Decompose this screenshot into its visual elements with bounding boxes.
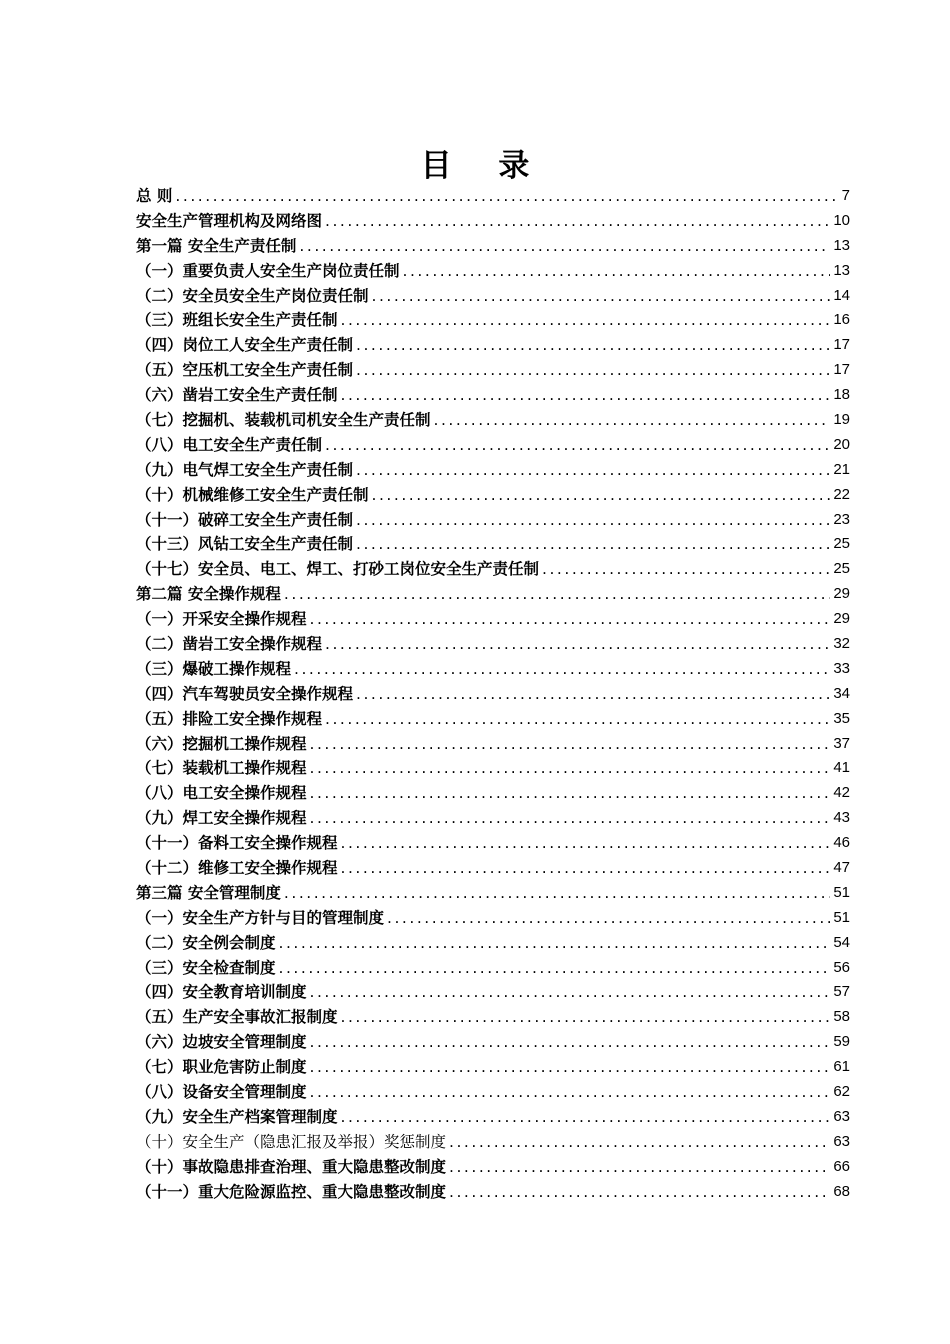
toc-dot-leader	[310, 1080, 831, 1105]
toc-entry-title: （八）电工安全操作规程	[136, 784, 307, 803]
toc-dot-leader	[356, 508, 830, 533]
toc-dot-leader	[372, 483, 831, 508]
toc-dot-leader	[356, 682, 830, 707]
toc-entry-title: 第二篇 安全操作规程	[136, 585, 281, 604]
toc-entry-page-number: 18	[833, 386, 850, 404]
toc-entry[interactable]	[136, 582, 850, 607]
toc-entry-title: （一）开采安全操作规程	[136, 610, 307, 629]
toc-dot-leader	[356, 458, 830, 483]
toc-dot-leader	[341, 1005, 831, 1030]
toc-entry-page-number: 63	[833, 1107, 850, 1125]
toc-entry[interactable]	[136, 981, 850, 1006]
toc-dot-leader	[325, 209, 830, 234]
toc-dot-leader	[310, 756, 831, 781]
toc-entry-page-number: 43	[833, 809, 850, 827]
toc-entry[interactable]	[136, 881, 850, 906]
toc-entry-page-number: 56	[833, 958, 850, 976]
toc-entry[interactable]	[136, 1080, 850, 1105]
toc-entry[interactable]	[136, 607, 850, 632]
toc-dot-leader	[356, 333, 830, 358]
toc-entry[interactable]	[136, 308, 850, 333]
toc-entry-page-number: 34	[833, 684, 850, 702]
toc-entry[interactable]	[136, 532, 850, 557]
toc-entry-title: （一）重要负责人安全生产岗位责任制	[136, 261, 400, 280]
toc-dot-leader	[310, 732, 831, 757]
toc-entry-title: （十）安全生产（隐患汇报及举报）奖惩制度	[136, 1132, 447, 1151]
toc-entry-page-number: 51	[833, 883, 850, 901]
toc-dot-leader	[284, 582, 830, 607]
toc-entry-title: （七）装载机工操作规程	[136, 759, 307, 778]
toc-dot-leader	[356, 532, 830, 557]
toc-entry-page-number: 33	[833, 659, 850, 677]
toc-entry-title: （八）电工安全生产责任制	[136, 435, 323, 454]
toc-dot-leader	[341, 856, 831, 881]
toc-dot-leader	[299, 234, 830, 259]
toc-entry[interactable]	[136, 259, 850, 284]
toc-dot-leader	[449, 1155, 830, 1180]
toc-entry[interactable]	[136, 433, 850, 458]
toc-dot-leader	[341, 308, 831, 333]
toc-entry-title: （四）岗位工人安全生产责任制	[136, 336, 354, 355]
toc-entry-title: （七）挖掘机、装载机司机安全生产责任制	[136, 411, 431, 429]
toc-entry[interactable]	[136, 383, 850, 408]
toc-entry-title: （五）排险工安全操作规程	[136, 709, 323, 728]
toc-entry[interactable]	[136, 1180, 850, 1205]
toc-dot-leader	[310, 1055, 831, 1080]
toc-entry-title: （一）安全生产方针与目的管理制度	[136, 908, 385, 927]
toc-entry-page-number: 17	[833, 361, 850, 379]
toc-entry-page-number: 57	[833, 983, 850, 1001]
toc-dot-leader	[279, 931, 831, 956]
toc-entry-title: （三）爆破工操作规程	[136, 659, 292, 678]
toc-entry-title: （十）机械维修工安全生产责任制	[136, 485, 369, 504]
toc-entry[interactable]	[136, 1130, 850, 1155]
toc-entry-page-number: 19	[833, 411, 850, 428]
toc-entry-title: （四）安全教育培训制度	[136, 983, 307, 1002]
toc-entry-title: （十一）重大危险源监控、重大隐患整改制度	[136, 1182, 447, 1201]
toc-entry[interactable]	[136, 483, 850, 508]
toc-heading: 目 录	[420, 148, 548, 184]
toc-entry[interactable]	[136, 1105, 850, 1130]
toc-dot-leader	[403, 259, 831, 284]
toc-entry-page-number: 25	[833, 560, 850, 578]
toc-entry[interactable]	[136, 408, 850, 433]
toc-entry-title: 总 则	[136, 186, 173, 205]
toc-dot-leader	[387, 906, 830, 931]
toc-entry-title: （十二）维修工安全操作规程	[136, 859, 338, 878]
toc-entry[interactable]	[136, 707, 850, 732]
toc-entry-page-number: 46	[833, 834, 850, 852]
toc-entry-page-number: 54	[833, 933, 850, 951]
toc-entry-title: （六）边坡安全管理制度	[136, 1033, 307, 1052]
toc-entry[interactable]	[136, 781, 850, 806]
toc-entry-page-number: 61	[833, 1058, 850, 1076]
toc-dot-leader	[449, 1130, 830, 1155]
toc-entry-page-number: 13	[833, 261, 850, 279]
toc-entry-title: （九）安全生产档案管理制度	[136, 1107, 338, 1126]
toc-entry[interactable]	[136, 184, 850, 209]
toc-dot-leader	[310, 980, 831, 1005]
toc-entry-page-number: 23	[833, 510, 850, 528]
table-of-contents	[136, 184, 850, 1205]
toc-entry-page-number: 29	[833, 610, 850, 628]
toc-entry[interactable]	[136, 557, 850, 582]
toc-dot-leader	[325, 433, 830, 458]
toc-entry-page-number: 35	[833, 709, 850, 727]
toc-entry-page-number: 41	[833, 759, 850, 777]
toc-entry-page-number: 21	[833, 460, 850, 478]
toc-entry-title: （五）生产安全事故汇报制度	[136, 1008, 338, 1027]
toc-dot-leader	[284, 881, 830, 906]
toc-entry-page-number: 13	[833, 236, 850, 254]
toc-entry-page-number: 7	[841, 186, 850, 204]
toc-entry-page-number: 66	[833, 1157, 850, 1175]
toc-entry-page-number: 37	[833, 734, 850, 752]
toc-entry-page-number: 62	[833, 1083, 850, 1101]
toc-entry[interactable]	[136, 806, 850, 831]
toc-entry-page-number: 20	[833, 435, 850, 453]
toc-entry-title: （四）汽车驾驶员安全操作规程	[136, 684, 354, 703]
toc-entry-title: （八）设备安全管理制度	[136, 1083, 307, 1102]
toc-entry-title: （六）挖掘机工操作规程	[136, 734, 307, 753]
toc-entry-page-number: 47	[833, 859, 850, 877]
toc-entry-title: （十三）风钻工安全生产责任制	[136, 535, 354, 554]
toc-dot-leader	[341, 1105, 831, 1130]
toc-entry[interactable]	[136, 856, 850, 881]
toc-dot-leader	[341, 383, 831, 408]
toc-entry[interactable]	[136, 1030, 850, 1055]
toc-entry-title: 第三篇 安全管理制度	[136, 883, 281, 902]
toc-entry-page-number: 42	[833, 784, 850, 802]
toc-entry-page-number: 59	[833, 1033, 850, 1051]
toc-entry[interactable]	[136, 657, 850, 682]
toc-entry[interactable]	[136, 931, 850, 956]
toc-entry[interactable]	[136, 209, 850, 234]
toc-entry[interactable]	[136, 831, 850, 856]
toc-entry[interactable]	[136, 632, 850, 657]
toc-entry-title: （五）空压机工安全生产责任制	[136, 361, 354, 380]
toc-dot-leader	[294, 657, 830, 682]
toc-dot-leader	[356, 358, 830, 383]
toc-entry[interactable]	[136, 682, 850, 707]
toc-entry-title: （九）焊工安全操作规程	[136, 809, 307, 828]
toc-dot-leader	[325, 632, 830, 657]
toc-entry-page-number: 25	[833, 535, 850, 553]
toc-entry[interactable]	[136, 234, 850, 259]
toc-entry-title: （二）安全例会制度	[136, 933, 276, 952]
toc-entry[interactable]	[136, 284, 850, 309]
toc-entry-title: 安全生产管理机构及网络图	[136, 211, 323, 230]
toc-entry-page-number: 14	[833, 286, 850, 304]
toc-dot-leader	[310, 607, 831, 632]
toc-entry[interactable]	[136, 333, 850, 358]
toc-entry[interactable]	[136, 732, 850, 757]
toc-entry-page-number: 29	[833, 585, 850, 603]
toc-entry[interactable]	[136, 1055, 850, 1080]
toc-entry-title: （十一）备料工安全操作规程	[136, 834, 338, 853]
toc-entry-title: （三）班组长安全生产责任制	[136, 311, 338, 330]
toc-entry-title: （十七）安全员、电工、焊工、打砂工岗位安全生产责任制	[136, 560, 540, 579]
toc-dot-leader	[434, 408, 831, 433]
toc-entry-page-number: 63	[833, 1132, 850, 1150]
toc-dot-leader	[372, 284, 831, 309]
toc-dot-leader	[449, 1180, 830, 1205]
toc-entry[interactable]	[136, 1005, 850, 1030]
toc-entry-title: （七）职业危害防止制度	[136, 1058, 307, 1077]
toc-entry-title: （三）安全检查制度	[136, 958, 276, 977]
toc-entry-page-number: 58	[833, 1008, 850, 1026]
toc-entry-title: （九）电气焊工安全生产责任制	[136, 460, 354, 479]
toc-entry-page-number: 10	[833, 211, 850, 229]
toc-dot-leader	[310, 1030, 831, 1055]
toc-entry-page-number: 51	[833, 908, 850, 926]
toc-entry[interactable]	[136, 458, 850, 483]
toc-entry[interactable]	[136, 508, 850, 533]
toc-dot-leader	[341, 831, 831, 856]
toc-entry-title: （十一）破碎工安全生产责任制	[136, 510, 354, 529]
toc-dot-leader	[310, 806, 831, 831]
toc-entry[interactable]	[136, 956, 850, 981]
toc-entry-page-number: 17	[833, 336, 850, 354]
toc-dot-leader	[175, 184, 838, 209]
toc-entry[interactable]	[136, 1155, 850, 1180]
toc-entry-page-number: 68	[833, 1182, 850, 1200]
toc-entry-title: 第一篇 安全生产责任制	[136, 236, 297, 255]
toc-entry-page-number: 22	[833, 485, 850, 503]
toc-entry-page-number: 32	[833, 635, 850, 653]
toc-entry-title: （二）凿岩工安全操作规程	[136, 635, 323, 654]
toc-entry[interactable]	[136, 906, 850, 931]
toc-entry-page-number: 16	[833, 311, 850, 329]
toc-entry-title: （十）事故隐患排查治理、重大隐患整改制度	[136, 1157, 447, 1176]
toc-dot-leader	[279, 956, 831, 981]
toc-entry[interactable]	[136, 358, 850, 383]
toc-entry[interactable]	[136, 756, 850, 781]
toc-dot-leader	[542, 557, 830, 582]
toc-entry-title: （二）安全员安全生产岗位责任制	[136, 286, 369, 305]
toc-dot-leader	[310, 781, 831, 806]
toc-entry-title: （六）凿岩工安全生产责任制	[136, 386, 338, 405]
toc-dot-leader	[325, 707, 830, 732]
